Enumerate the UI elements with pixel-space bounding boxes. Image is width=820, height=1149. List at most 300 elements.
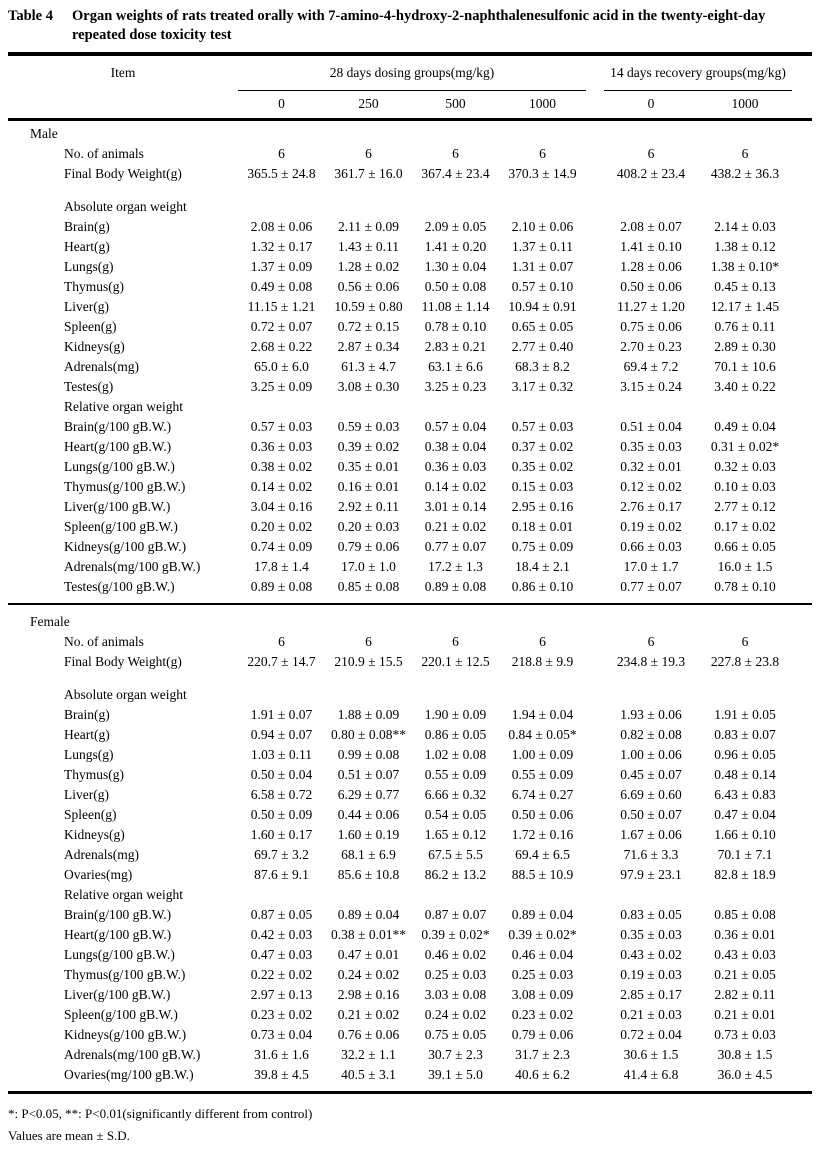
value-cell: 1.00 ± 0.06 bbox=[620, 747, 682, 762]
value-cell: 0.76 ± 0.06 bbox=[337, 1027, 400, 1042]
value-cell: 0.21 ± 0.02 bbox=[337, 1007, 400, 1022]
value-cell: 85.6 ± 10.8 bbox=[337, 867, 400, 882]
value-cell: 1.60 ± 0.17 bbox=[250, 827, 313, 842]
dose-column-header: 1000 bbox=[731, 96, 759, 111]
table-row bbox=[8, 517, 812, 537]
value-cell: 10.59 ± 0.80 bbox=[334, 299, 403, 314]
table-row bbox=[8, 632, 812, 652]
table-row bbox=[8, 197, 812, 217]
value-cell: 2.87 ± 0.34 bbox=[337, 339, 400, 354]
value-cell: 17.8 ± 1.4 bbox=[254, 559, 309, 574]
value-cell: 0.55 ± 0.09 bbox=[511, 767, 574, 782]
value-cell: 1.65 ± 0.12 bbox=[424, 827, 487, 842]
dose-column-header: 250 bbox=[358, 96, 379, 111]
value-cell: 16.0 ± 1.5 bbox=[717, 559, 773, 574]
row-label: Spleen(g/100 gB.W.) bbox=[64, 1007, 178, 1022]
value-cell: 17.0 ± 1.7 bbox=[623, 559, 679, 574]
dose-header-row bbox=[8, 90, 812, 118]
value-cell: 1.66 ± 0.10 bbox=[714, 827, 776, 842]
value-cell: 0.35 ± 0.02 bbox=[511, 459, 574, 474]
row-label: Kidneys(g/100 gB.W.) bbox=[64, 1027, 187, 1042]
value-cell: 1.93 ± 0.06 bbox=[620, 707, 682, 722]
row-label: Heart(g) bbox=[64, 239, 110, 254]
value-cell: 3.25 ± 0.09 bbox=[250, 379, 313, 394]
group-header-recovery: 14 days recovery groups(mg/kg) bbox=[604, 56, 792, 91]
value-cell: 2.95 ± 0.16 bbox=[511, 499, 574, 514]
value-cell: 0.74 ± 0.09 bbox=[250, 539, 313, 554]
value-cell: 2.76 ± 0.17 bbox=[620, 499, 682, 514]
value-cell: 1.37 ± 0.09 bbox=[250, 259, 313, 274]
value-cell: 0.19 ± 0.03 bbox=[620, 967, 682, 982]
value-cell: 0.96 ± 0.05 bbox=[714, 747, 776, 762]
value-cell: 2.08 ± 0.06 bbox=[250, 219, 313, 234]
value-cell: 0.22 ± 0.02 bbox=[250, 967, 313, 982]
value-cell: 0.47 ± 0.03 bbox=[250, 947, 313, 962]
value-cell: 2.14 ± 0.03 bbox=[714, 219, 776, 234]
value-cell: 30.8 ± 1.5 bbox=[717, 1047, 773, 1062]
value-cell: 0.23 ± 0.02 bbox=[250, 1007, 313, 1022]
value-cell: 3.08 ± 0.09 bbox=[511, 987, 574, 1002]
value-cell: 1.94 ± 0.04 bbox=[511, 707, 574, 722]
value-cell: 0.35 ± 0.03 bbox=[620, 927, 682, 942]
value-cell: 3.15 ± 0.24 bbox=[620, 379, 682, 394]
value-cell: 0.80 ± 0.08** bbox=[331, 727, 406, 742]
table-row bbox=[8, 785, 812, 805]
value-cell: 30.6 ± 1.5 bbox=[623, 1047, 679, 1062]
value-cell: 6.29 ± 0.77 bbox=[337, 787, 400, 802]
value-cell: 1.32 ± 0.17 bbox=[250, 239, 313, 254]
value-cell: 0.75 ± 0.05 bbox=[424, 1027, 487, 1042]
table-header bbox=[8, 52, 812, 121]
value-cell: 0.18 ± 0.01 bbox=[511, 519, 574, 534]
value-cell: 0.21 ± 0.01 bbox=[714, 1007, 776, 1022]
value-cell: 0.21 ± 0.03 bbox=[620, 1007, 682, 1022]
row-label: Kidneys(g) bbox=[64, 827, 125, 842]
value-cell: 6.58 ± 0.72 bbox=[250, 787, 313, 802]
table-row bbox=[8, 377, 812, 397]
value-cell: 1.91 ± 0.05 bbox=[714, 707, 776, 722]
table-row bbox=[8, 164, 812, 184]
row-label: Lungs(g/100 gB.W.) bbox=[64, 947, 175, 962]
row-label: Brain(g/100 gB.W.) bbox=[64, 419, 172, 434]
table-row bbox=[8, 124, 812, 144]
value-cell: 6 bbox=[452, 146, 459, 161]
row-label: Adrenals(mg) bbox=[64, 847, 139, 862]
value-cell: 0.20 ± 0.02 bbox=[250, 519, 313, 534]
value-cell: 0.43 ± 0.02 bbox=[620, 947, 682, 962]
dose-column-header: 0 bbox=[278, 96, 285, 111]
value-cell: 6 bbox=[365, 634, 372, 649]
value-cell: 0.36 ± 0.03 bbox=[424, 459, 487, 474]
dose-column-header: 0 bbox=[647, 96, 655, 111]
value-cell: 0.24 ± 0.02 bbox=[424, 1007, 487, 1022]
value-cell: 0.51 ± 0.04 bbox=[620, 419, 682, 434]
value-cell: 6 bbox=[539, 634, 546, 649]
value-cell: 1.38 ± 0.12 bbox=[714, 239, 776, 254]
value-cell: 3.17 ± 0.32 bbox=[511, 379, 574, 394]
value-cell: 1.41 ± 0.10 bbox=[620, 239, 682, 254]
value-cell: 0.45 ± 0.13 bbox=[714, 279, 776, 294]
table-row bbox=[8, 537, 812, 557]
table-row bbox=[8, 257, 812, 277]
value-cell: 0.86 ± 0.10 bbox=[511, 579, 574, 594]
table-row bbox=[8, 612, 812, 632]
value-cell: 0.48 ± 0.14 bbox=[714, 767, 776, 782]
table-row bbox=[8, 317, 812, 337]
row-label: Liver(g) bbox=[64, 787, 109, 802]
value-cell: 82.8 ± 18.9 bbox=[714, 867, 776, 882]
value-cell: 0.35 ± 0.01 bbox=[337, 459, 400, 474]
value-cell: 0.57 ± 0.03 bbox=[511, 419, 574, 434]
value-cell: 0.78 ± 0.10 bbox=[424, 319, 487, 334]
value-cell: 408.2 ± 23.4 bbox=[616, 166, 686, 181]
value-cell: 0.76 ± 0.11 bbox=[714, 319, 776, 334]
value-cell: 0.19 ± 0.02 bbox=[620, 519, 682, 534]
value-cell: 11.08 ± 1.14 bbox=[421, 299, 490, 314]
value-cell: 31.6 ± 1.6 bbox=[254, 1047, 309, 1062]
value-cell: 65.0 ± 6.0 bbox=[254, 359, 309, 374]
table-row bbox=[8, 144, 812, 164]
row-label: Lungs(g/100 gB.W.) bbox=[64, 459, 175, 474]
value-cell: 31.7 ± 2.3 bbox=[515, 1047, 570, 1062]
value-cell: 6.66 ± 0.32 bbox=[424, 787, 487, 802]
row-label: Adrenals(mg) bbox=[64, 359, 139, 374]
value-cell: 210.9 ± 15.5 bbox=[334, 654, 403, 669]
row-label: Heart(g/100 gB.W.) bbox=[64, 439, 172, 454]
value-cell: 0.77 ± 0.07 bbox=[424, 539, 487, 554]
value-cell: 2.08 ± 0.07 bbox=[620, 219, 682, 234]
value-cell: 1.90 ± 0.09 bbox=[424, 707, 487, 722]
value-cell: 1.37 ± 0.11 bbox=[512, 239, 573, 254]
value-cell: 2.77 ± 0.40 bbox=[511, 339, 574, 354]
table-section-male bbox=[8, 121, 812, 603]
table-row bbox=[8, 557, 812, 577]
value-cell: 234.8 ± 19.3 bbox=[616, 654, 686, 669]
row-label: Absolute organ weight bbox=[64, 687, 187, 702]
value-cell: 0.50 ± 0.07 bbox=[620, 807, 682, 822]
value-cell: 6 bbox=[647, 146, 655, 161]
value-cell: 2.98 ± 0.16 bbox=[337, 987, 400, 1002]
row-label: Final Body Weight(g) bbox=[64, 166, 182, 181]
row-label: Ovaries(mg/100 gB.W.) bbox=[64, 1067, 194, 1082]
value-cell: 68.3 ± 8.2 bbox=[515, 359, 570, 374]
table-row bbox=[8, 865, 812, 885]
value-cell: 71.6 ± 3.3 bbox=[623, 847, 679, 862]
value-cell: 11.15 ± 1.21 bbox=[247, 299, 316, 314]
value-cell: 0.25 ± 0.03 bbox=[511, 967, 574, 982]
value-cell: 0.43 ± 0.03 bbox=[714, 947, 776, 962]
value-cell: 36.0 ± 4.5 bbox=[717, 1067, 773, 1082]
value-cell: 0.35 ± 0.03 bbox=[620, 439, 682, 454]
value-cell: 6.69 ± 0.60 bbox=[620, 787, 682, 802]
value-cell: 0.42 ± 0.03 bbox=[250, 927, 313, 942]
value-cell: 1.43 ± 0.11 bbox=[338, 239, 399, 254]
value-cell: 0.39 ± 0.02* bbox=[508, 927, 577, 942]
value-cell: 0.20 ± 0.03 bbox=[337, 519, 400, 534]
value-cell: 0.72 ± 0.15 bbox=[337, 319, 400, 334]
row-label: Liver(g/100 gB.W.) bbox=[64, 499, 171, 514]
value-cell: 220.1 ± 12.5 bbox=[421, 654, 490, 669]
row-label: Testes(g/100 gB.W.) bbox=[64, 579, 175, 594]
value-cell: 6 bbox=[278, 634, 285, 649]
value-cell: 0.49 ± 0.04 bbox=[714, 419, 776, 434]
value-cell: 361.7 ± 16.0 bbox=[334, 166, 403, 181]
value-cell: 1.60 ± 0.19 bbox=[337, 827, 400, 842]
value-cell: 1.91 ± 0.07 bbox=[250, 707, 313, 722]
table-number: Table 4 bbox=[8, 8, 53, 24]
value-cell: 0.77 ± 0.07 bbox=[620, 579, 682, 594]
spacer-row bbox=[8, 672, 812, 685]
value-cell: 0.89 ± 0.04 bbox=[337, 907, 400, 922]
group-header-row bbox=[8, 56, 812, 90]
value-cell: 0.12 ± 0.02 bbox=[620, 479, 682, 494]
value-cell: 87.6 ± 9.1 bbox=[254, 867, 309, 882]
table-row bbox=[8, 1025, 812, 1045]
row-label: Final Body Weight(g) bbox=[64, 654, 182, 669]
row-label: Relative organ weight bbox=[64, 399, 183, 414]
value-cell: 2.09 ± 0.05 bbox=[424, 219, 487, 234]
row-label: Spleen(g/100 gB.W.) bbox=[64, 519, 178, 534]
value-cell: 3.01 ± 0.14 bbox=[424, 499, 487, 514]
value-cell: 220.7 ± 14.7 bbox=[247, 654, 316, 669]
value-cell: 1.31 ± 0.07 bbox=[511, 259, 574, 274]
value-cell: 0.50 ± 0.04 bbox=[250, 767, 313, 782]
row-label: No. of animals bbox=[64, 146, 144, 161]
value-cell: 0.47 ± 0.04 bbox=[714, 807, 776, 822]
table-body bbox=[8, 121, 812, 1094]
table-row bbox=[8, 417, 812, 437]
value-cell: 3.40 ± 0.22 bbox=[714, 379, 776, 394]
value-cell: 6 bbox=[452, 634, 459, 649]
table-row bbox=[8, 457, 812, 477]
value-cell: 1.30 ± 0.04 bbox=[424, 259, 487, 274]
value-cell: 17.2 ± 1.3 bbox=[428, 559, 483, 574]
value-cell: 1.28 ± 0.06 bbox=[620, 259, 682, 274]
value-cell: 218.8 ± 9.9 bbox=[511, 654, 574, 669]
value-cell: 0.66 ± 0.03 bbox=[620, 539, 682, 554]
value-cell: 3.04 ± 0.16 bbox=[250, 499, 313, 514]
value-cell: 0.57 ± 0.04 bbox=[424, 419, 487, 434]
value-cell: 12.17 ± 1.45 bbox=[710, 299, 780, 314]
table-title bbox=[0, 0, 820, 45]
table-row bbox=[8, 765, 812, 785]
value-cell: 0.56 ± 0.06 bbox=[337, 279, 400, 294]
value-cell: 18.4 ± 2.1 bbox=[515, 559, 570, 574]
footnote-values: Values are mean ± S.D. bbox=[8, 1128, 130, 1143]
value-cell: 88.5 ± 10.9 bbox=[511, 867, 574, 882]
value-cell: 86.2 ± 13.2 bbox=[424, 867, 487, 882]
value-cell: 0.39 ± 0.02* bbox=[421, 927, 490, 942]
table-row bbox=[8, 805, 812, 825]
value-cell: 0.72 ± 0.04 bbox=[620, 1027, 682, 1042]
value-cell: 3.08 ± 0.30 bbox=[337, 379, 400, 394]
value-cell: 0.44 ± 0.06 bbox=[337, 807, 400, 822]
value-cell: 32.2 ± 1.1 bbox=[341, 1047, 396, 1062]
value-cell: 0.83 ± 0.07 bbox=[714, 727, 776, 742]
value-cell: 0.55 ± 0.09 bbox=[424, 767, 487, 782]
value-cell: 1.88 ± 0.09 bbox=[337, 707, 400, 722]
value-cell: 0.85 ± 0.08 bbox=[337, 579, 400, 594]
table-section-female bbox=[8, 603, 812, 1091]
value-cell: 0.87 ± 0.07 bbox=[424, 907, 487, 922]
table-row bbox=[8, 825, 812, 845]
table-row bbox=[8, 925, 812, 945]
row-label: Ovaries(mg) bbox=[64, 867, 133, 882]
value-cell: 0.86 ± 0.05 bbox=[424, 727, 487, 742]
value-cell: 68.1 ± 6.9 bbox=[341, 847, 396, 862]
value-cell: 40.6 ± 6.2 bbox=[515, 1067, 570, 1082]
value-cell: 0.57 ± 0.10 bbox=[511, 279, 574, 294]
table-row bbox=[8, 945, 812, 965]
value-cell: 97.9 ± 23.1 bbox=[620, 867, 682, 882]
value-cell: 6 bbox=[539, 146, 546, 161]
value-cell: 2.89 ± 0.30 bbox=[714, 339, 776, 354]
column-header-item: Item bbox=[110, 65, 136, 80]
value-cell: 0.36 ± 0.03 bbox=[250, 439, 313, 454]
value-cell: 0.75 ± 0.06 bbox=[620, 319, 682, 334]
value-cell: 0.87 ± 0.05 bbox=[250, 907, 313, 922]
table-row bbox=[8, 1045, 812, 1065]
value-cell: 1.72 ± 0.16 bbox=[511, 827, 574, 842]
footnote-significance: *: P<0.05, **: P<0.01(significantly different from control) bbox=[8, 1106, 313, 1121]
row-label: Thymus(g) bbox=[64, 279, 124, 294]
row-label: Testes(g) bbox=[64, 379, 114, 394]
value-cell: 61.3 ± 4.7 bbox=[341, 359, 396, 374]
row-label: Adrenals(mg/100 gB.W.) bbox=[64, 559, 201, 574]
value-cell: 0.46 ± 0.02 bbox=[424, 947, 487, 962]
value-cell: 69.4 ± 6.5 bbox=[515, 847, 570, 862]
value-cell: 0.38 ± 0.04 bbox=[424, 439, 487, 454]
value-cell: 0.36 ± 0.01 bbox=[714, 927, 776, 942]
value-cell: 0.14 ± 0.02 bbox=[424, 479, 487, 494]
row-label: Liver(g/100 gB.W.) bbox=[64, 987, 171, 1002]
value-cell: 0.78 ± 0.10 bbox=[714, 579, 776, 594]
value-cell: 0.31 ± 0.02* bbox=[710, 439, 780, 454]
row-label: Brain(g) bbox=[64, 219, 110, 234]
value-cell: 0.89 ± 0.08 bbox=[424, 579, 487, 594]
row-label: Spleen(g) bbox=[64, 807, 117, 822]
value-cell: 0.59 ± 0.03 bbox=[337, 419, 400, 434]
value-cell: 40.5 ± 3.1 bbox=[341, 1067, 396, 1082]
value-cell: 6 bbox=[741, 634, 749, 649]
value-cell: 0.21 ± 0.05 bbox=[714, 967, 776, 982]
value-cell: 0.99 ± 0.08 bbox=[337, 747, 400, 762]
value-cell: 3.25 ± 0.23 bbox=[424, 379, 487, 394]
value-cell: 0.21 ± 0.02 bbox=[424, 519, 487, 534]
value-cell: 0.89 ± 0.04 bbox=[511, 907, 574, 922]
value-cell: 0.10 ± 0.03 bbox=[714, 479, 776, 494]
row-label: Thymus(g) bbox=[64, 767, 124, 782]
value-cell: 0.37 ± 0.02 bbox=[511, 439, 574, 454]
value-cell: 0.57 ± 0.03 bbox=[250, 419, 313, 434]
table-row bbox=[8, 965, 812, 985]
group-header-dosing: 28 days dosing groups(mg/kg) bbox=[238, 56, 586, 91]
value-cell: 0.84 ± 0.05* bbox=[508, 727, 577, 742]
value-cell: 0.24 ± 0.02 bbox=[337, 967, 400, 982]
value-cell: 30.7 ± 2.3 bbox=[428, 1047, 483, 1062]
value-cell: 39.1 ± 5.0 bbox=[428, 1067, 483, 1082]
value-cell: 67.5 ± 5.5 bbox=[428, 847, 483, 862]
value-cell: 17.0 ± 1.0 bbox=[341, 559, 396, 574]
row-label: Thymus(g/100 gB.W.) bbox=[64, 967, 186, 982]
value-cell: 1.41 ± 0.20 bbox=[424, 239, 487, 254]
value-cell: 2.70 ± 0.23 bbox=[620, 339, 682, 354]
row-label: Lungs(g) bbox=[64, 259, 114, 274]
table-row bbox=[8, 477, 812, 497]
value-cell: 6 bbox=[647, 634, 655, 649]
value-cell: 365.5 ± 24.8 bbox=[247, 166, 316, 181]
value-cell: 0.73 ± 0.03 bbox=[714, 1027, 776, 1042]
value-cell: 11.27 ± 1.20 bbox=[617, 299, 685, 314]
row-label: Thymus(g/100 gB.W.) bbox=[64, 479, 186, 494]
table-row bbox=[8, 397, 812, 417]
value-cell: 0.14 ± 0.02 bbox=[250, 479, 313, 494]
row-label: Relative organ weight bbox=[64, 887, 183, 902]
footnotes bbox=[0, 1094, 820, 1147]
table-row bbox=[8, 652, 812, 672]
row-label: Adrenals(mg/100 gB.W.) bbox=[64, 1047, 201, 1062]
value-cell: 0.32 ± 0.01 bbox=[620, 459, 682, 474]
table-row bbox=[8, 297, 812, 317]
value-cell: 0.39 ± 0.02 bbox=[337, 439, 400, 454]
table-row bbox=[8, 577, 812, 597]
value-cell: 0.85 ± 0.08 bbox=[714, 907, 776, 922]
table-row bbox=[8, 277, 812, 297]
table-caption: Organ weights of rats treated orally with 7-amino-4-hydroxy-2-naphthalenesulfonic acid in the twenty-eight-day repeated dose toxicity test bbox=[72, 8, 766, 43]
table-row bbox=[8, 985, 812, 1005]
value-cell: 69.4 ± 7.2 bbox=[623, 359, 679, 374]
row-label: Spleen(g) bbox=[64, 319, 117, 334]
table-row bbox=[8, 685, 812, 705]
value-cell: 0.32 ± 0.03 bbox=[714, 459, 776, 474]
value-cell: 0.65 ± 0.05 bbox=[511, 319, 574, 334]
value-cell: 0.17 ± 0.02 bbox=[714, 519, 776, 534]
table-row bbox=[8, 845, 812, 865]
value-cell: 6.74 ± 0.27 bbox=[511, 787, 574, 802]
value-cell: 0.79 ± 0.06 bbox=[337, 539, 400, 554]
table-row bbox=[8, 1065, 812, 1085]
value-cell: 2.10 ± 0.06 bbox=[511, 219, 574, 234]
value-cell: 6 bbox=[278, 146, 285, 161]
value-cell: 0.15 ± 0.03 bbox=[511, 479, 574, 494]
dose-column-header: 1000 bbox=[529, 96, 556, 111]
value-cell: 39.8 ± 4.5 bbox=[254, 1067, 309, 1082]
row-label: Female bbox=[30, 614, 70, 629]
spacer-row bbox=[8, 184, 812, 197]
row-label: Liver(g) bbox=[64, 299, 109, 314]
value-cell: 0.73 ± 0.04 bbox=[250, 1027, 313, 1042]
value-cell: 1.00 ± 0.09 bbox=[511, 747, 574, 762]
value-cell: 10.94 ± 0.91 bbox=[508, 299, 577, 314]
value-cell: 0.75 ± 0.09 bbox=[511, 539, 574, 554]
table-row bbox=[8, 905, 812, 925]
value-cell: 69.7 ± 3.2 bbox=[254, 847, 309, 862]
organ-weights-table bbox=[8, 52, 812, 1094]
row-label: Kidneys(g) bbox=[64, 339, 125, 354]
value-cell: 0.50 ± 0.09 bbox=[250, 807, 313, 822]
value-cell: 0.54 ± 0.05 bbox=[424, 807, 487, 822]
value-cell: 2.68 ± 0.22 bbox=[250, 339, 313, 354]
row-label: Kidneys(g/100 gB.W.) bbox=[64, 539, 187, 554]
value-cell: 0.79 ± 0.06 bbox=[511, 1027, 574, 1042]
value-cell: 0.46 ± 0.04 bbox=[511, 947, 574, 962]
value-cell: 1.67 ± 0.06 bbox=[620, 827, 682, 842]
table-row bbox=[8, 217, 812, 237]
value-cell: 0.38 ± 0.02 bbox=[250, 459, 313, 474]
row-label: Brain(g) bbox=[64, 707, 110, 722]
table-row bbox=[8, 437, 812, 457]
row-label: Male bbox=[30, 126, 58, 141]
